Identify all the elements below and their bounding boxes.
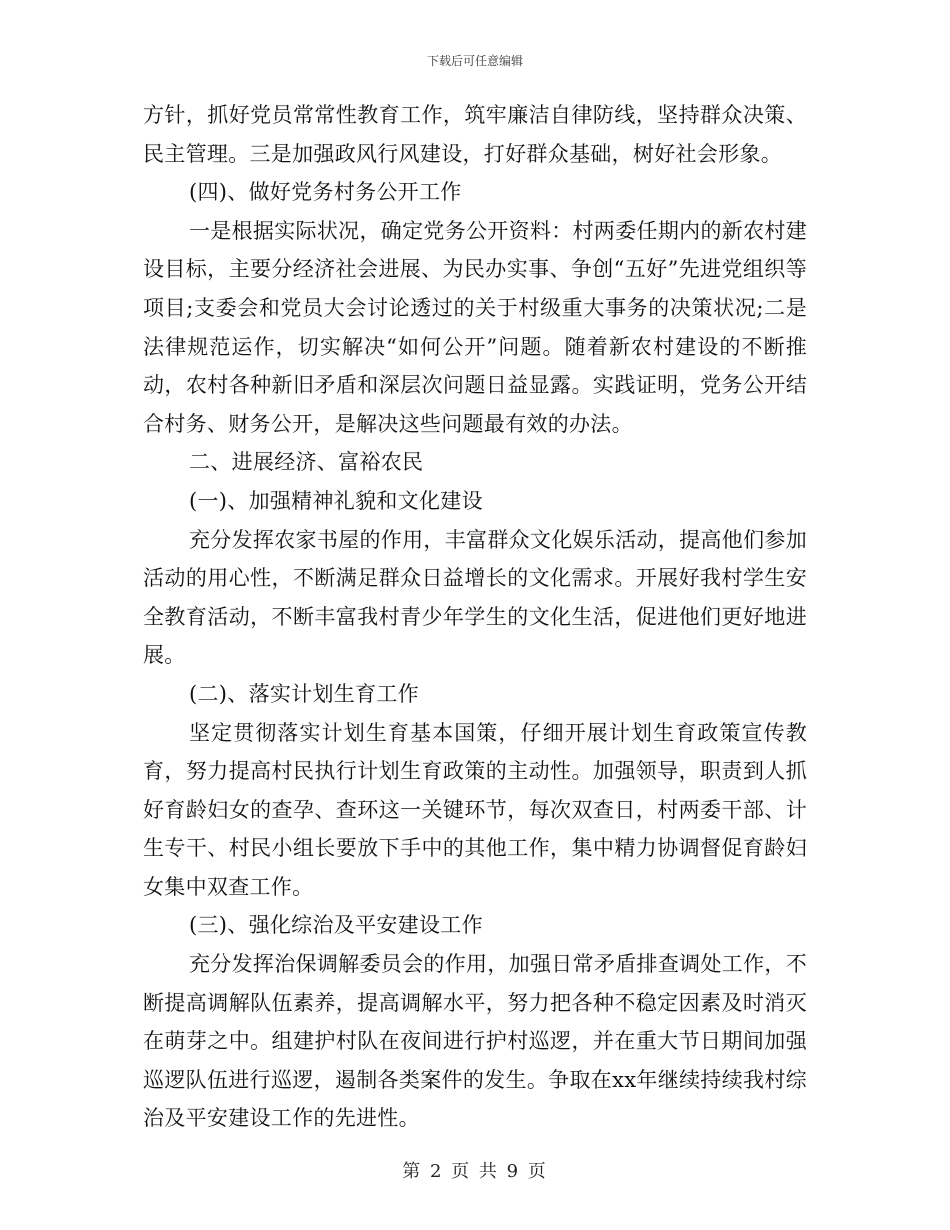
heading-subsection-3: (三)、强化综治及平安建设工作	[189, 913, 483, 938]
page-header-note: 下载后可任意编辑	[426, 54, 523, 68]
paragraph-family-planning: 坚定贯彻落实计划生育基本国策，仔细开展计划生育政策宣传教育，努力提高村民执行计划生育政策的主动性。加强领导，职责到人抓好育龄妇女的查孕、查环这一关键环节，每次双查日，村两委干部、计生专干、村民小组长要放下手中的其他工作，集中精力协调督促育龄妇女集中双查工作。	[143, 720, 807, 899]
paragraph-security-building: 充分发挥治保调解委员会的作用，加强日常矛盾排查调处工作，不断提高调解队伍素养，提高调解水平，努力把各种不稳定因素及时消灭在萌芽之中。组建护村队在夜间进行护村巡逻，并在重大节日期间加强巡逻队伍进行巡逻，遏制各类案件的发生。争取在xx年继续持续我村综治及平安建设工作的先进性。	[143, 952, 807, 1131]
heading-section-4: (四)、做好党务村务公开工作	[189, 180, 462, 205]
heading-part-2: 二、进展经济、富裕农民	[189, 450, 424, 475]
paragraph-culture-building: 充分发挥农家书屋的作用，丰富群众文化娱乐活动，提高他们参加活动的用心性，不断满足群众日益增长的文化需求。开展好我村学生安全教育活动，不断丰富我村青少年学生的文化生活，促进他们更好地进展。	[143, 527, 807, 668]
heading-subsection-2: (二)、落实计划生育工作	[189, 681, 419, 706]
heading-subsection-1: (一)、加强精神礼貌和文化建设	[189, 488, 483, 513]
page-number: 第 2 页 共 9 页	[402, 1161, 548, 1182]
paragraph-policy-continuation: 方针，抓好党员常常性教育工作，筑牢廉洁自律防线，坚持群众决策、民主管理。三是加强政风行风建设，打好群众基础，树好社会形象。	[143, 103, 807, 166]
document-body	[143, 96, 807, 1138]
paragraph-party-affairs-disclosure: 一是根据实际状况，确定党务公开资料：村两委任期内的新农村建设目标，主要分经济社会进展、为民办实事、争创“五好”先进党组织等项目;支委会和党员大会讨论透过的关于村级重大事务的决策状况;二是法律规范运作，切实解决“如何公开”问题。随着新农村建设的不断推动，农村各种新旧矛盾和深层次问题日益显露。实践证明，党务公开结合村务、财务公开，是解决这些问题最有效的办法。	[143, 218, 807, 436]
